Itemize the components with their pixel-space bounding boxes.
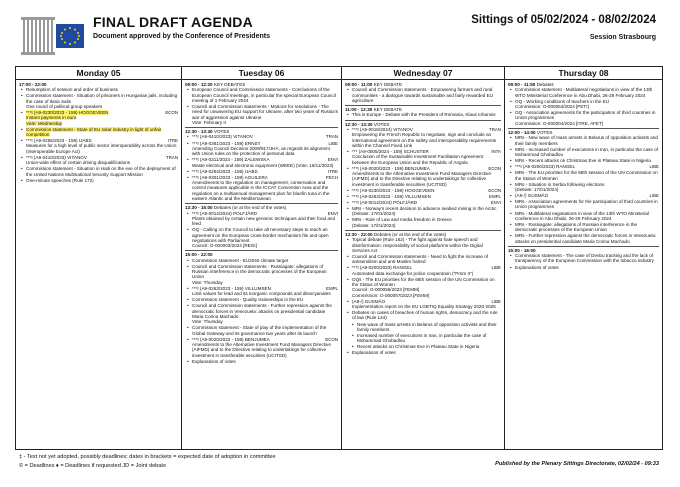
agenda-item-title: European Council and Commission statements - Conclusions of the European Council meetings, in particular the special European Council meeting of 1 February 2024 (192, 87, 336, 103)
agenda-item[interactable] (185, 175, 338, 201)
agenda-item-note: Instant payments in euro (26, 115, 77, 121)
agenda-item[interactable] (345, 322, 501, 333)
agenda-item-title: Explanations of votes (352, 350, 396, 356)
slot-divider (345, 105, 501, 106)
agenda-item-title: Commission statement - Multilateral negotiations in view of the 13th WTO Ministerial Conference in Abu Dhabi, 26-29 February 2024 (515, 87, 653, 98)
agenda-item[interactable] (19, 166, 178, 177)
agenda-item-title: ***I (A9-0200/2023) RANGEL (515, 164, 576, 170)
agenda-item[interactable] (185, 337, 338, 358)
agenda-item[interactable] (19, 110, 178, 126)
agenda-item[interactable] (345, 166, 501, 187)
agenda-item-title: MRs - Recent attacks on Christmas Eve in Plateau State in Nigeria (515, 158, 651, 164)
agenda-item-title: ***I (A9-0263/2023 - 159) VILLUMSEN (192, 285, 271, 291)
published-note: Published by the Plenary Sittings Directorate, 02/02/24 - 09:33 (495, 461, 659, 467)
agenda-item[interactable] (345, 127, 501, 148)
agenda-items (185, 87, 338, 125)
agenda-item-title: ***I (A9-0311/2023 - 159) ZALEWSKA (192, 157, 270, 163)
committee-tag: • ITRE (327, 168, 338, 174)
agenda-item-note: Amendments to the Alternative Investment Fund Managers Directive (AIFMD) and to the Directive relating to undertakings for collective investment in transferable securities (UCITSD) (192, 341, 331, 358)
agenda-item[interactable] (345, 333, 501, 344)
committee-tag: • ECON (325, 336, 338, 342)
agenda-items (508, 87, 659, 126)
agenda-item-note: Amendments to the Alternative Investment Fund Managers Directive (AIFMD) and to the Directive relating to undertakings for collective investment in transferable securities (UCITSD) (352, 171, 491, 187)
agenda-item[interactable] (185, 87, 338, 103)
time-slot-topic: VOTES (373, 121, 390, 127)
agenda-item[interactable] (345, 299, 501, 310)
time-slot-time: 12:30 - 13:30 (185, 129, 213, 135)
agenda-items (508, 135, 659, 244)
agenda-item[interactable] (345, 277, 501, 298)
agenda-items (185, 258, 338, 364)
agenda-item-note: Vote: Wednesday (26, 120, 63, 126)
slot-divider (185, 250, 338, 251)
slot-divider (345, 120, 501, 121)
agenda-item-title: ***I (A9-0014/2024) POLFJÄRD (192, 210, 258, 216)
agenda-item-title: Council and Commission statements - Russiagate: allegations of Russian interference in the democratic processes of the European Union (192, 263, 327, 280)
agenda-item-title: (A9-/) GUSMÃO (515, 193, 549, 199)
agenda-item-title: MRs - The EU priorities for the 68th session of the UN Commission on the Status of Women (515, 170, 658, 181)
agenda-item[interactable] (185, 359, 338, 364)
agenda-item-title: Commission statement - Situation of prisoners in Hungarian jails, including the case of Ilaria Salis (26, 93, 178, 104)
committee-tag: • PECH (325, 174, 338, 180)
european-parliament-logo (21, 14, 85, 58)
agenda-item-title: New wave of mass arrests in Belarus of opposition activists and their family members (357, 321, 497, 332)
agenda-item-note: Plants obtained by certain new genomic techniques and their food and feed (192, 215, 336, 227)
time-slot-time: 13:30 - 22:00 (345, 232, 373, 237)
agenda-item[interactable] (345, 237, 501, 253)
agenda-item-note: Empowering the French Republic to negotiate, sign and conclude an international agreement on the safety and interoperability requirements within the Channel Fixed Link (352, 132, 497, 148)
agenda-item-note: Amending Council Decision 2009/917/JHA, as regards its alignment with Union rules on the protection of personal data (192, 145, 330, 157)
committee-tag: • ITRE (167, 138, 178, 144)
agenda-item-note: Implementation report on the EU LGBTIQ Equality Strategy 2020-2025 (352, 304, 496, 310)
time-slot-time: 12:30 - 13:30 (345, 121, 373, 127)
committee-tag: • LIBE (649, 164, 659, 170)
agenda-item-note: Automated data exchange for police cooperation ("Prüm II") (352, 270, 474, 276)
committee-tag: • EMPL (489, 193, 501, 199)
agenda-item[interactable] (508, 199, 659, 210)
agenda-item-title: ***I (A9-0018/2024) VITANOV (352, 127, 413, 133)
legend-symbols: © = Deadlines ♦ = Deadlines if requested JD = Joint debate (19, 463, 167, 469)
agenda-item-note: Commission: O-000004/2024 [ITRE, AFET] (515, 120, 604, 126)
time-slot-time: 11:00 - 12:30 (345, 107, 373, 113)
agenda-item-title: Commission statement - EU2040 climate target (192, 257, 289, 263)
time-slot-time: 12:00 - 14:00 (508, 129, 536, 135)
agenda-item[interactable] (185, 264, 338, 285)
agenda-item[interactable] (345, 217, 501, 228)
day-body (342, 80, 504, 358)
agenda-item-note: (Debate: 17/01/2024) (515, 186, 559, 192)
time-slot-topic: KEY DEBATES (213, 82, 246, 87)
agenda-item[interactable] (508, 253, 659, 264)
agenda-item-title: ***I (A9-0254/2023 - 159) IJABS (192, 168, 258, 174)
agenda-item-title: Recent attacks on Christmas Eve in Plateau State in Nigeria (357, 344, 480, 350)
agenda-item[interactable] (508, 265, 659, 270)
agenda-item-title: Debates on cases of breaches of human rights, democracy and the rule of law (Rule 144) (352, 310, 498, 321)
agenda-item[interactable] (185, 104, 338, 125)
agenda-item-note: Vote: Thursday (192, 319, 223, 325)
agenda-item-title: ***I (A9-0301/2023 - 159) AGUILERA (192, 174, 268, 180)
agenda-item[interactable] (345, 149, 501, 165)
agenda-item-title: Commission statement - State of play of the implementation of the Global Gateway and its governance two years after its launch (192, 325, 327, 336)
agenda-item[interactable] (508, 164, 659, 169)
agenda-item-title: Council and Commission statements - Need to fight the increase of antisemitism and anti-Muslim hatred (352, 253, 489, 265)
day-column-tuesday (182, 67, 342, 449)
sittings-dates: Sittings of 05/02/2024 - 08/02/2024 (471, 14, 656, 26)
day-column-wednesday (342, 67, 505, 449)
agenda-item-note: Waste electrical and electronic equipment (WEEE) (Vote: 16/11/2023) (192, 162, 334, 168)
time-slot-topic: VOTES (536, 129, 553, 135)
agenda-item[interactable] (185, 258, 338, 263)
agenda-item-title: Explanations of votes (515, 264, 559, 270)
day-body (182, 80, 341, 366)
agenda-item-title: OQs - The EU priorities for the 68th session of the UN Commission on the Status of Women (352, 276, 495, 288)
committee-tag: • TRAN (166, 154, 178, 160)
session-location: Session Strasbourg (589, 34, 656, 41)
agenda-item-title: ***I (A9-0230/2023 - 159) HOOGEVEEN (352, 187, 435, 193)
agenda-item[interactable] (508, 233, 659, 244)
agenda-item-note: Council: O-000003/2024 [REGI] (192, 243, 257, 249)
committee-tag: • INTA (491, 149, 501, 155)
agenda-item-title: ***I (A9-0020/2023 - 159) BENJUMEA (192, 336, 270, 342)
agenda-item-title: MRs - Further repression against the democratic forces in Venezuela: attacks on presidential candidate Maria Corina Machado (515, 233, 657, 244)
time-slot-time: 09:00 - 12:20 (185, 82, 213, 87)
agenda-item-note: Conclusion of the Sustainable Investment Facilitation Agreement between the European Union and the Republic of Angola (352, 154, 484, 165)
agenda-item-title: ***I (A9-0200/2023) RANGEL (352, 265, 413, 271)
agenda-item[interactable] (19, 178, 178, 183)
day-body (505, 80, 662, 272)
agenda-item[interactable] (345, 188, 501, 193)
day-column-thursday (505, 67, 662, 449)
agenda-items (185, 211, 338, 249)
agenda-item[interactable] (185, 303, 338, 324)
committee-tag: • ENVI (327, 157, 338, 163)
agenda-item-note: Limit values for lead and its inorganic compounds and diisocyanates (192, 291, 331, 297)
agenda-item-title: Commission statement - State of EU solar industry in light of unfair competition (26, 126, 162, 138)
committee-tag: • ECON (165, 110, 178, 116)
agenda-item[interactable] (508, 182, 659, 193)
day-heading: Tuesday 06 (182, 67, 341, 80)
committee-tag: • LIBE (491, 265, 501, 271)
agenda-item[interactable] (345, 112, 501, 117)
agenda-item-title: Council and Commission statements - Further repression against the democratic forces in Venezuela: attacks on presidential candidate Maria Corina Machado (192, 303, 332, 319)
agenda-item-title: Commission statement - Situation in Haiti on the eve of the deployment of the United Nations Multinational Security Support Mission (26, 166, 176, 177)
agenda-item-title: *** (A9-0005/2024 - 159) SCHUSTER (352, 149, 429, 155)
agenda-item[interactable] (345, 206, 501, 217)
agenda-item[interactable] (345, 344, 501, 349)
committee-tag: • ECON (488, 165, 501, 171)
slot-divider (185, 127, 338, 128)
agenda-item-note: (Debate: 17/01/2024) (352, 222, 396, 228)
slot-divider (345, 230, 501, 231)
agenda-item-title: Topical debate (Rule 162) - The fight against hate speech and disinformation: responsibility of social platforms within the Digital Services Act (352, 237, 483, 253)
agenda-item[interactable] (508, 222, 659, 233)
agenda-item-title: MRs - Russiagate: allegations of Russian interference in the democratic processes of the European Union (515, 221, 638, 233)
agenda-item[interactable] (185, 211, 338, 227)
agenda-item-title: ***I (A9-0410/2023) VITANOV (192, 134, 253, 140)
agenda-item-title: OQ - Calling on the Council to take all necessary steps to reach an agreement on the European cross-border mechanism file and open negotiations with Parliament (192, 227, 329, 243)
agenda-items (345, 237, 501, 355)
agenda-item-title: Commission statement - The case of Denbu tracking and the lack of transparency of the European Commission with the tobacco industry (515, 253, 654, 264)
agenda-item-title: MRs - Rule of Law and media freedom in Greece (352, 217, 452, 223)
agenda-item[interactable] (185, 286, 338, 297)
time-slot-topic: KEY DEBATE (373, 107, 403, 113)
time-slot-time: 15:00 - 16:00 (508, 247, 536, 253)
time-slot-topic: VOTES (213, 129, 230, 135)
agenda-item-title: Resumption of session and order of business (26, 87, 118, 93)
agenda-item-title: MRs - Multilateral negotiations in view of the 13th WTO Ministerial Conference in Abu Dhabi, 26-29 February 2024 (515, 210, 649, 221)
agenda-item[interactable] (508, 211, 659, 222)
agenda-item[interactable] (185, 157, 338, 168)
day-heading: Thursday 08 (505, 67, 662, 80)
agenda-item-title: Increased number of executions in Iran, in particular the case of Mohammad Ghobadlou (357, 332, 487, 344)
agenda-item[interactable] (345, 254, 501, 265)
agenda-item-title: ***I (A9-0014/2024) POLFJÄRD (352, 199, 418, 205)
slot-divider (508, 246, 659, 247)
committee-tag: • EMPL (326, 285, 338, 291)
page-subtitle: Document approved by the Conference of Presidents (93, 33, 270, 40)
agenda-item[interactable] (19, 138, 178, 154)
agenda-items (345, 87, 501, 103)
agenda-item-title: One-minute speeches (Rule 172) (26, 177, 94, 183)
agenda-item[interactable] (19, 87, 178, 92)
agenda-items (185, 134, 338, 201)
agenda-item-note: Commission: O-000064/2024 [PETI] (515, 103, 589, 109)
time-slot-time: 15:00 - 22:00 (185, 252, 213, 258)
committee-tag: • TRAN (326, 134, 338, 140)
agenda-items (345, 127, 501, 228)
agenda-item[interactable] (345, 87, 501, 103)
agenda-item-title: OQ - Working conditions of teachers in the EU (515, 98, 610, 104)
agenda-item-title: (A9-/) GUSMÃO (352, 298, 386, 304)
slot-divider (508, 128, 659, 129)
agenda-item[interactable] (508, 193, 659, 198)
agenda-item[interactable] (508, 87, 659, 98)
day-heading: Monday 05 (16, 67, 181, 80)
agenda-item-title: MRs - Situation in Serbia following elections (515, 181, 605, 187)
legend-text: ‡ - Text not yet adopted, possibly deadlines; dates in brackets = expected date of adoption in committee (19, 454, 276, 460)
agenda-item-note: (Debate: 17/01/2024) (352, 211, 396, 217)
agenda-item[interactable] (185, 325, 338, 336)
day-column-monday (16, 67, 182, 449)
agenda-item-title: Commission statement - Quality traineeships in the EU (192, 297, 304, 303)
time-slot-time: 09:00 - 11:00 (345, 82, 373, 87)
time-slot-time: 17:00 - 22:00 (19, 82, 47, 87)
agenda-item[interactable] (508, 110, 659, 126)
agenda-item-title: OQ - Association agreements for the participation of third countries in Union programmes (515, 110, 656, 121)
agenda-item-title: MRs - Association agreements for the participation of third countries in Union programmes (515, 199, 658, 210)
agenda-item[interactable] (508, 99, 659, 110)
agenda-item-title: ***I (A9-0361/2023 - 159) ERNST (192, 140, 261, 146)
agenda-items (345, 112, 501, 117)
agenda-item-note: Measures for a high level of public sector interoperability across the Union (Interoperable Europe Act) (26, 143, 177, 154)
agenda-item-title: Council and Commission statements - Empowering farmers and rural communities - a dialogue towards sustainable and fairly rewarded EU agriculture (352, 87, 493, 103)
day-heading: Wednesday 07 (342, 67, 504, 80)
agenda-item-note: Council: O-000056/2023 [FEMM] (352, 287, 420, 293)
agenda-item-title: This is Europe - Debate with the President of Romania, Klaus Iohannis (352, 112, 496, 118)
agenda-item-title: ***I (A9-0020/2023 - 159) BENJUMEA (352, 165, 430, 171)
agenda-item-title: MRs - Norway's recent decision to advance seabed mining in the Arctic (352, 206, 497, 212)
agenda-items (19, 87, 178, 183)
agenda-item[interactable] (345, 265, 501, 276)
day-body (16, 80, 181, 185)
agenda-item[interactable] (345, 200, 501, 205)
agenda-item[interactable] (508, 135, 659, 146)
agenda-item-title: ***I (A9-0230/2023 - 159) HOOGEVEEN (26, 110, 109, 116)
agenda-item[interactable] (345, 310, 501, 321)
committee-tag: • ECON (488, 187, 501, 193)
agenda-item[interactable] (185, 169, 338, 174)
agenda-item-title: ***I (A9-0410/2023) VITANOV (26, 154, 87, 160)
agenda-item[interactable] (185, 134, 338, 139)
agenda-item[interactable] (508, 147, 659, 158)
agenda-items (508, 253, 659, 270)
agenda-item-title: ***I (A9-0263/2023 - 159) VILLUMSEN (352, 193, 431, 199)
agenda-item-note: Vote: February II (192, 119, 226, 125)
agenda-item[interactable] (345, 194, 501, 199)
agenda-item[interactable] (508, 158, 659, 163)
time-slot-topic: Debates (or at the end of the votes) (373, 232, 447, 237)
agenda-item[interactable] (185, 297, 338, 302)
agenda-item-note: Amendments to the regulation on management, conservation and control measures applicable in the ICCAT Convention Area and the regulation on a multiannual management plan for bluefin tuna in the eastern Atlantic and the Mediterranean (192, 180, 330, 201)
agenda-grid (15, 66, 663, 450)
agenda-item-title: MRs - New wave of mass arrests in Belarus of opposition activists and their family members (515, 135, 658, 146)
time-slot-time: 09:00 - 11:50 (508, 82, 536, 87)
agenda-item[interactable] (19, 93, 178, 109)
agenda-item-title: Explanations of votes (192, 358, 236, 364)
time-slot-topic: Debates (or at the end of the votes) (213, 205, 287, 211)
agenda-item-note: Vote: Thursday (192, 279, 223, 285)
page-title: FINAL DRAFT AGENDA (93, 14, 253, 30)
committee-tag: • TRAN (489, 127, 501, 133)
agenda-item[interactable] (185, 141, 338, 157)
agenda-header (0, 0, 680, 66)
committee-tag: • LIBE (491, 298, 501, 304)
agenda-item[interactable] (19, 127, 178, 138)
time-slot-time: 13:30 - 15:00 (185, 205, 213, 211)
agenda-item[interactable] (508, 170, 659, 181)
agenda-item-note: Union-wide effect of certain driving disqualifications (26, 160, 131, 166)
time-slot-topic: Debates (536, 82, 554, 87)
committee-tag: • LIBE (328, 140, 338, 146)
slot-divider (185, 203, 338, 204)
agenda-item-title: ***I (A9-0256/2023 - 159) IJABS (26, 138, 92, 144)
agenda-item-title: MRs - Increased number of executions in Iran, in particular the case of Mohammad Ghobadlou (515, 146, 658, 157)
agenda-footer (15, 452, 663, 482)
agenda-item-title: Council and Commission statements - Motions for resolutions - The need for unwavering EU support for Ukraine, after two years of Russia's war of aggression against Ukraine (192, 103, 338, 120)
committee-tag: • ENVI (490, 199, 501, 205)
agenda-item[interactable] (19, 155, 178, 166)
committee-tag: • LIBE (649, 193, 659, 199)
agenda-item-note: One round of political group speakers (26, 103, 103, 109)
agenda-item-note: Commission: O-000057/2023 [FEMM] (352, 292, 430, 298)
agenda-item[interactable] (345, 350, 501, 355)
agenda-item[interactable] (185, 227, 338, 248)
time-slot-topic: KEY DEBATE (373, 82, 403, 87)
committee-tag: • ENVI (327, 210, 338, 216)
